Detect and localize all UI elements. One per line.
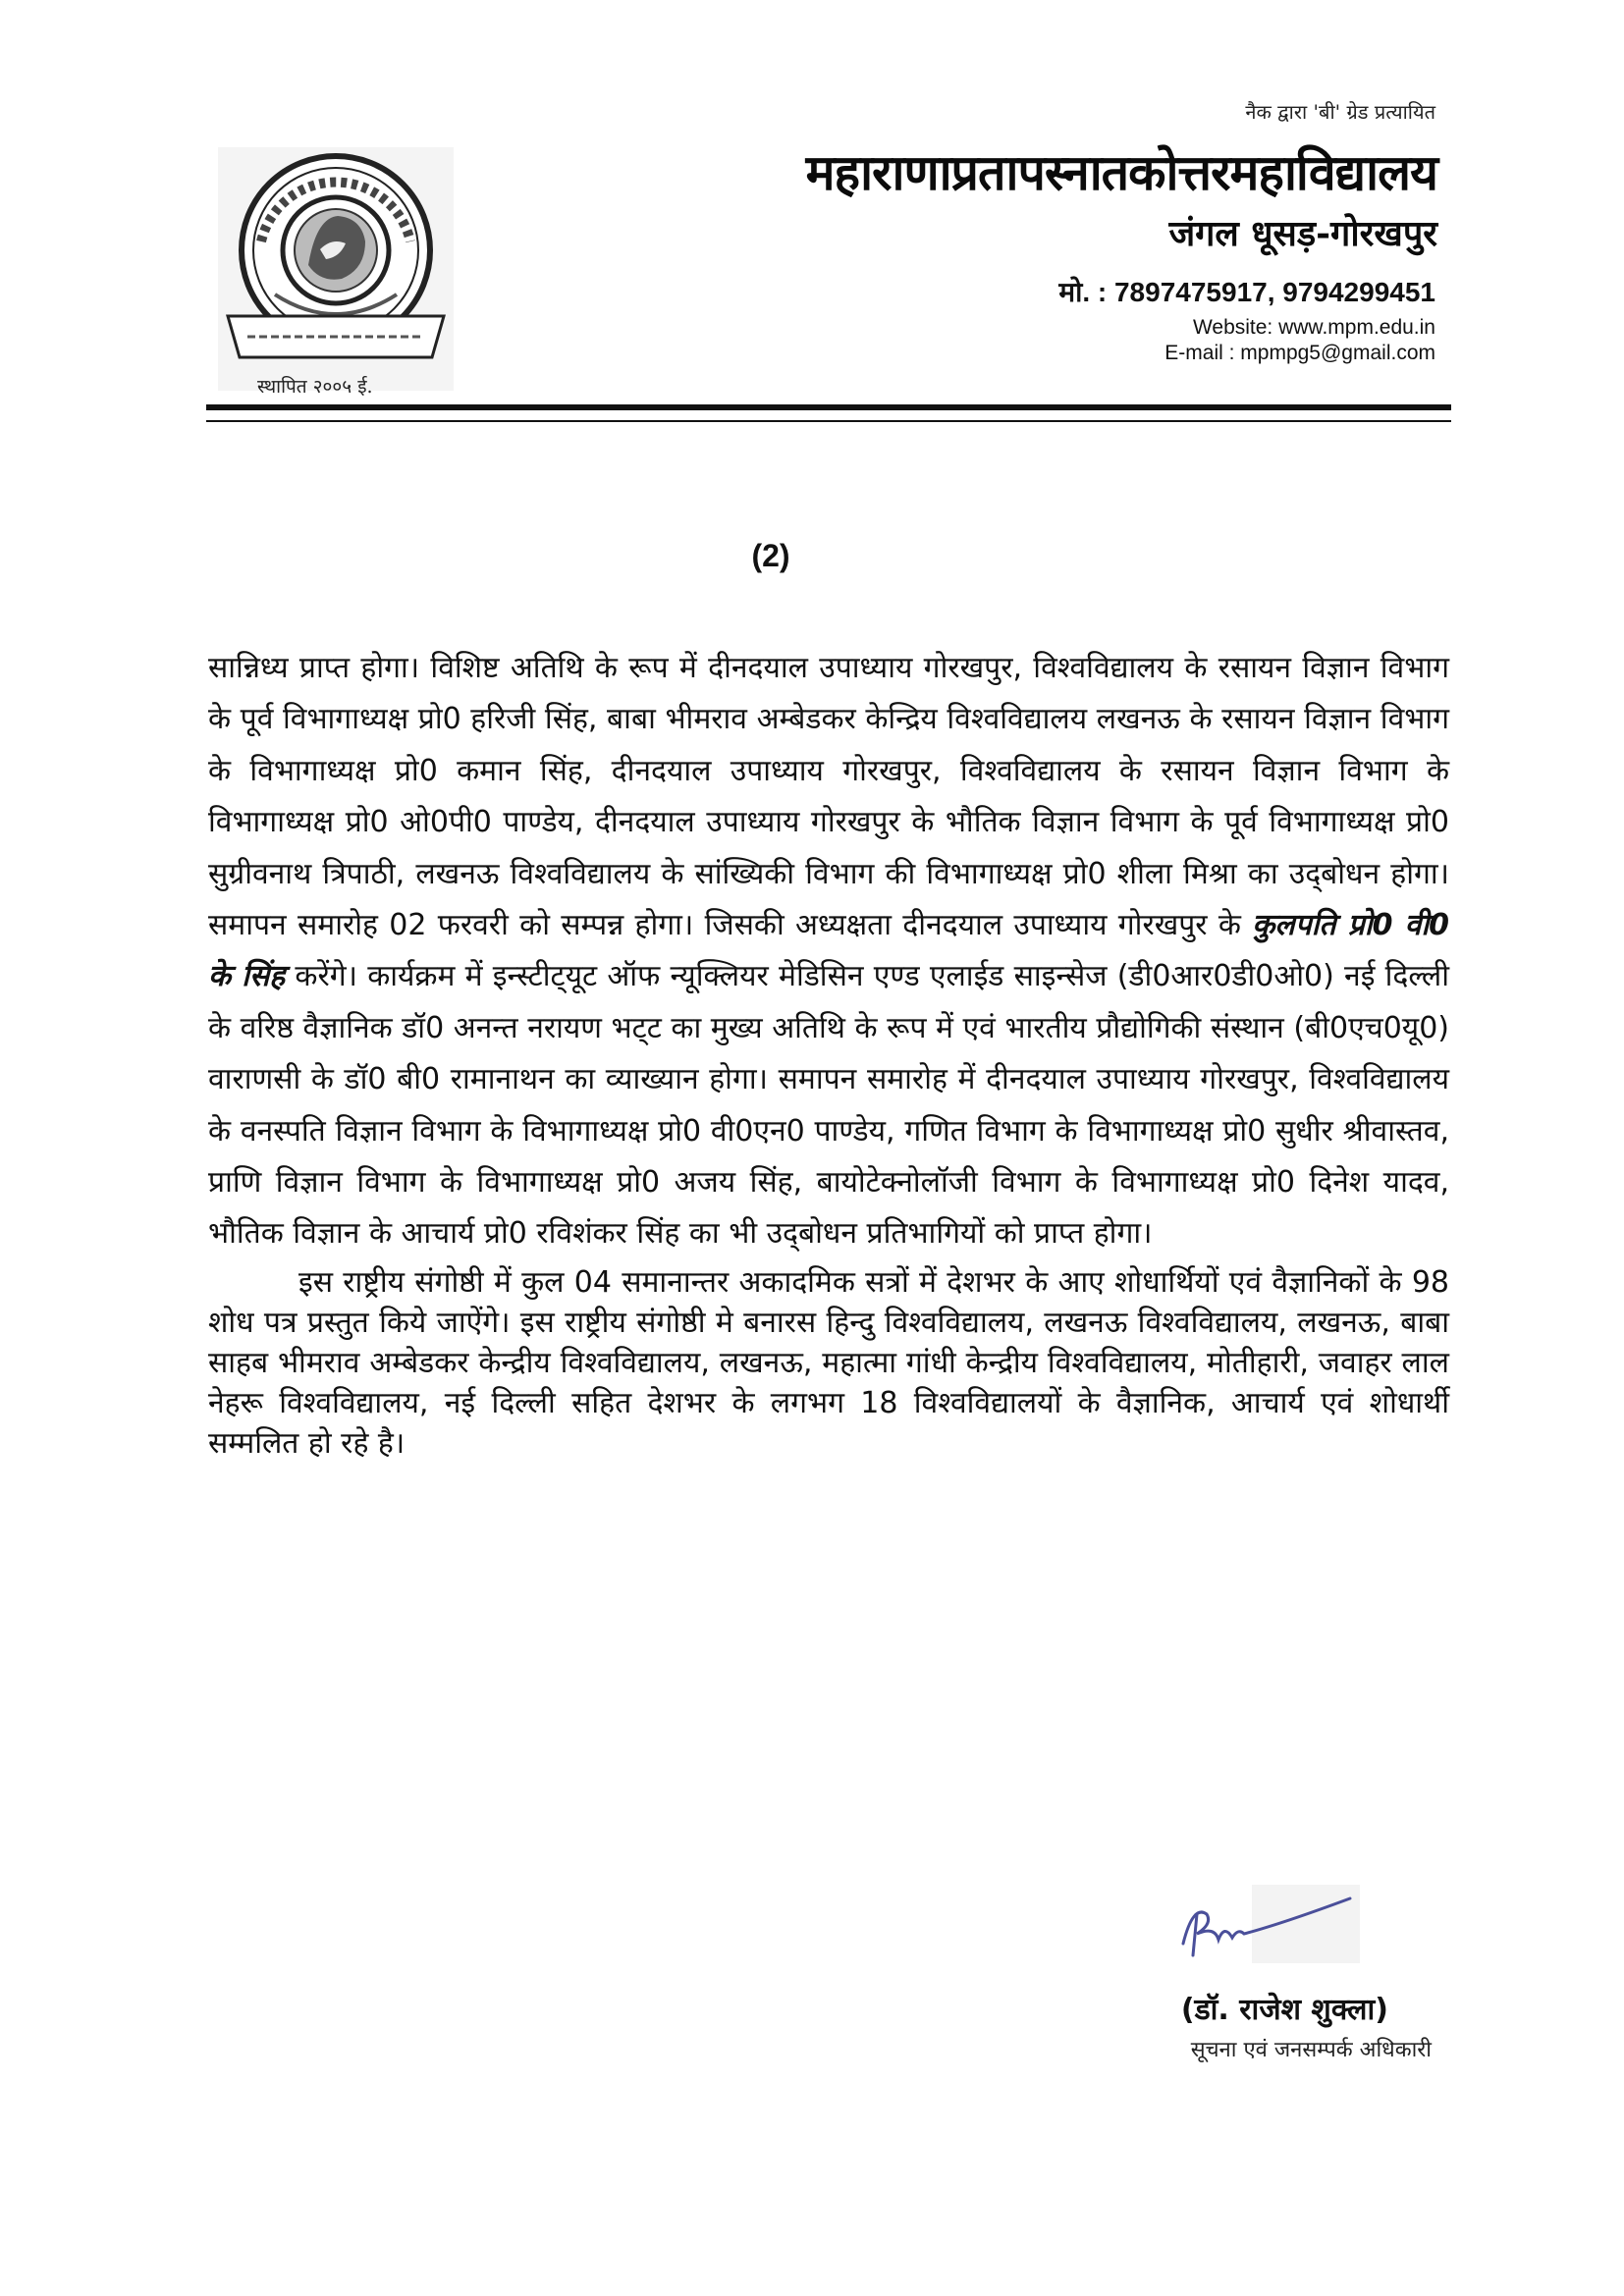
paragraph-2: इस राष्ट्रीय संगोष्ठी में कुल 04 समानान्तर अकादमिक सत्रों में देशभर के आए शोधार्थियों एवं वैज्ञानिकों के 98 शोध पत्र प्रस्तुत किये जाऐंगे। इस राष्ट्रीय संगोष्ठी मे बनारस हिन्दु विश्वविद्यालय, लखनऊ विश्वविद्यालय, लखनऊ, बाबा साहब भीमराव अम्बेडकर केन्द्रीय विश्वविद्यालय, लखनऊ, महात्मा गांधी केन्द्रीय विश्वविद्यालय, मोतीहारी, जवाहर लाल नेहरू विश्वविद्यालय, नई दिल्ली सहित देशभर के लगभग 18 विश्वविद्यालयों के वैज्ञानिक, आचार्य एवं शोधार्थी सम्मलित हो रहे है। [208,1264,1449,1461]
header-rule-thick [206,404,1451,410]
header-rule-thin [206,420,1451,422]
paragraph-1 [208,643,1449,1260]
established-year: स्थापित २००५ ई. [257,376,373,398]
college-seal-logo [218,147,454,391]
email-line: E-mail : mpmpg5@gmail.com [1164,342,1435,364]
letter-body [208,643,1449,1464]
signatory-title: सूचना एवं जनसम्पर्क अधिकारी [1190,2038,1432,2062]
website-line: Website: www.mpm.edu.in [1192,316,1435,339]
naac-accreditation: नैक द्वारा 'बी' ग्रेड प्रत्यायित [1245,100,1435,124]
page-number: (2) [751,538,790,573]
signatory-name: (डॉ. राजेश शुक्ला) [1180,1993,1388,2027]
signature-image [1164,1885,1360,1963]
paragraph-1-part-b: करेंगे। कार्यक्रम में इन्स्टीट्‌यूट ऑफ न्यूक्लियर मेडिसिन एण्ड एलाईड साइन्सेज (डी0आर0डी0ओ0) नई दिल्ली के वरिष्ठ वैज्ञानिक डॉ0 अनन्त नरायण भट्‌ट का मुख्य अतिथि के रूप में एवं भारतीय प्रौद्योगिकी संस्थान (बी0एच0यू0) वाराणसी के डॉ0 बी0 रामानाथन का व्याख्यान होगा। समापन समारोह में दीनदयाल उपाध्याय गोरखपुर, विश्वविद्यालय के वनस्पति विज्ञान विभाग के विभागाध्यक्ष प्रो0 वी0एन0 पाण्डेय, गणित विभाग के विभागाध्यक्ष प्रो0 सुधीर श्रीवास्तव, प्राणि विज्ञान विभाग के विभागाध्यक्ष प्रो0 अजय सिंह, बायोटेक्नोलॉजी विभाग के विभागाध्यक्ष प्रो0 दिनेश यादव, भौतिक विज्ञान के आचार्य प्रो0 रविशंकर सिंह का भी उद्‌बोधन प्रतिभागियों को प्राप्त होगा। [208,959,1449,1252]
paragraph-1-part-a: सान्निध्य प्राप्त होगा। विशिष्ट अतिथि के रूप में दीनदयाल उपाध्याय गोरखपुर, विश्वविद्यालय के रसायन विज्ञान विभाग के पूर्व विभागाध्यक्ष प्रो0 हरिजी सिंह, बाबा भीमराव अम्बेडकर केन्द्रिय विश्वविद्यालय लखनऊ के रसायन विज्ञान विभाग के विभागाध्यक्ष प्रो0 कमान सिंह, दीनदयाल उपाध्याय गोरखपुर, विश्वविद्यालय के रसायन विज्ञान विभाग के विभागाध्यक्ष प्रो0 ओ0पी0 पाण्डेय, दीनदयाल उपाध्याय गोरखपुर के भौतिक विज्ञान विभाग के पूर्व विभागाध्यक्ष प्रो0 सुग्रीवनाथ त्रिपाठी, लखनऊ विश्वविद्यालय के सांख्यिकी विभाग की विभागाध्यक्ष प्रो0 शीला मिश्रा का उद्‌बोधन होगा। समापन समारोह 02 फरवरी को सम्पन्न होगा। जिसकी अध्यक्षता दीनदयाल उपाध्याय गोरखपुर के [208,651,1449,943]
vice-chancellor-emphasis: कुलपति प्रो0 वी0 के सिंह [208,908,1449,994]
mobile-numbers: मो. : 7897475917, 9794299451 [1058,277,1435,307]
college-name: महाराणाप्रतापस्नातकोत्तरमहाविद्यालय [805,143,1437,201]
college-location: जंगल धूसड़-गोरखपुर [1168,213,1437,254]
